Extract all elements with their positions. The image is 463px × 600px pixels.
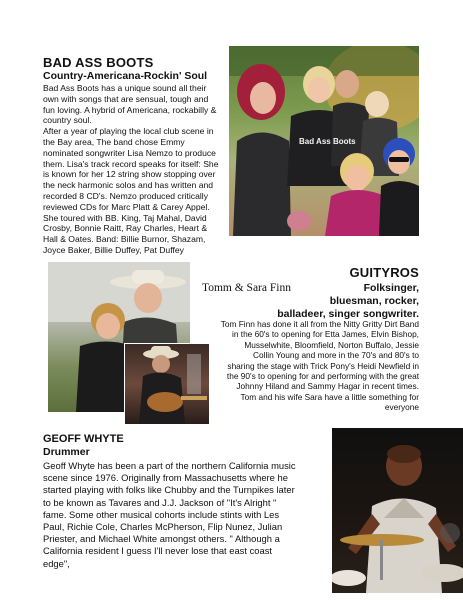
body-line: Johnny Hiland and Sammy Hagar in recent times. [236,381,419,392]
body-line: Tom Finn has done it all from the Nitty Gritty Dirt Band [220,319,419,329]
body-line: Priester, and Michael White amongst others. " Although a [43,533,280,545]
section-title-guityros: GUITYROS [349,265,419,280]
subtitle-line: balladeer, singer songwriter. [277,308,419,320]
section-subtitle-genre: Country-Americana-Rockin' Soul [43,70,208,82]
body-line: edge", [43,557,70,569]
body-line: Collin Young and more in the 70's and 80's to [253,350,419,361]
band-photo [229,46,419,236]
body-line: Tom and his wife Sara have a little something for [240,391,419,402]
body-line: fun loving. A hybrid of Americana, rockabilly & [43,104,217,115]
body-line: to be known as Tavares and J.J. Jackson of "It's Alright " [43,496,277,508]
subtitle-line: Folksinger, [363,282,419,294]
body-line: the neck harmonic solos and has written and [43,180,214,191]
body-line: She toured with BB. King, Taj Mahal, David [43,212,207,223]
drummer-photo [332,428,463,593]
drummer-photo-illustration [332,428,463,593]
body-line: scene since 1976. Originally from Massachusetts where he [43,472,288,484]
shirt-logo: Bad Ass Boots [299,137,356,146]
section-subtitle-drummer: Drummer [43,446,90,458]
body-line: the Bay area, The band chose Emmy [43,136,185,147]
body-line: Crosby, Bonnie Raitt, Ray Charles, Heart & [43,223,208,234]
body-line: Joyce Baker, Billie Duffey, Pat Duffey [43,244,184,255]
section-title-bad-ass-boots: BAD ASS BOOTS [43,55,154,70]
performer-names: Tomm & Sara Finn [202,282,291,294]
body-line: reviewed CDs for Marc Platt & Carey Appel. [43,201,210,212]
body-line: the 90's to opening for and performing with the great [226,371,419,382]
body-line: After a year of playing the local club scene in [43,126,214,137]
body-line: sharing the stage with Trick Pony's Heidi Newfield in [227,360,419,371]
body-line: Bad Ass Boots has a unique sound all their [43,83,207,93]
body-line: country soul. [43,115,92,126]
body-line: Hall & Oates. Band: Billie Burnor, Shazam, [43,234,206,245]
body-line: nominated songwriter Lisa Nemzo to produce [43,147,216,158]
body-line: own with songs that are sensual, tough and [43,93,209,104]
body-line: everyone [384,402,419,413]
section-body-geoff-whyte [43,460,333,570]
body-line: Musselwhite, Bloomfield, Norton Buffalo, Jessie [244,339,419,350]
body-line: is known for her 12 string show stopping over [43,169,216,180]
section-subtitle-guityros [277,282,419,321]
body-line: recorded 8 CD's. Nemzo produced critically [43,190,208,201]
body-line: in the 60's to opening for Etta James, Elvin Bishop, [232,329,419,340]
section-title-geoff-whyte: GEOFF WHYTE [43,433,124,445]
section-body-bad-ass-boots [43,83,233,256]
body-line: started playing with folks like Chubby and the Turnpikes later [43,484,295,496]
subtitle-line: bluesman, rocker, [329,295,419,307]
body-line: Geoff Whyte has been a part of the northern California music [43,460,296,471]
body-line: fame. Some other musical cohorts include stints with Les [43,508,280,520]
band-photo-illustration [229,46,419,236]
body-line: them. Lisa's track record speaks for itself: She [43,158,219,169]
body-line: California resident I guess I'll never lose that east coast [43,545,272,557]
section-body-guityros [159,319,419,413]
body-line: Paul, Richie Cole, Charles McPherson, Flip Nunez, Julian [43,521,283,533]
